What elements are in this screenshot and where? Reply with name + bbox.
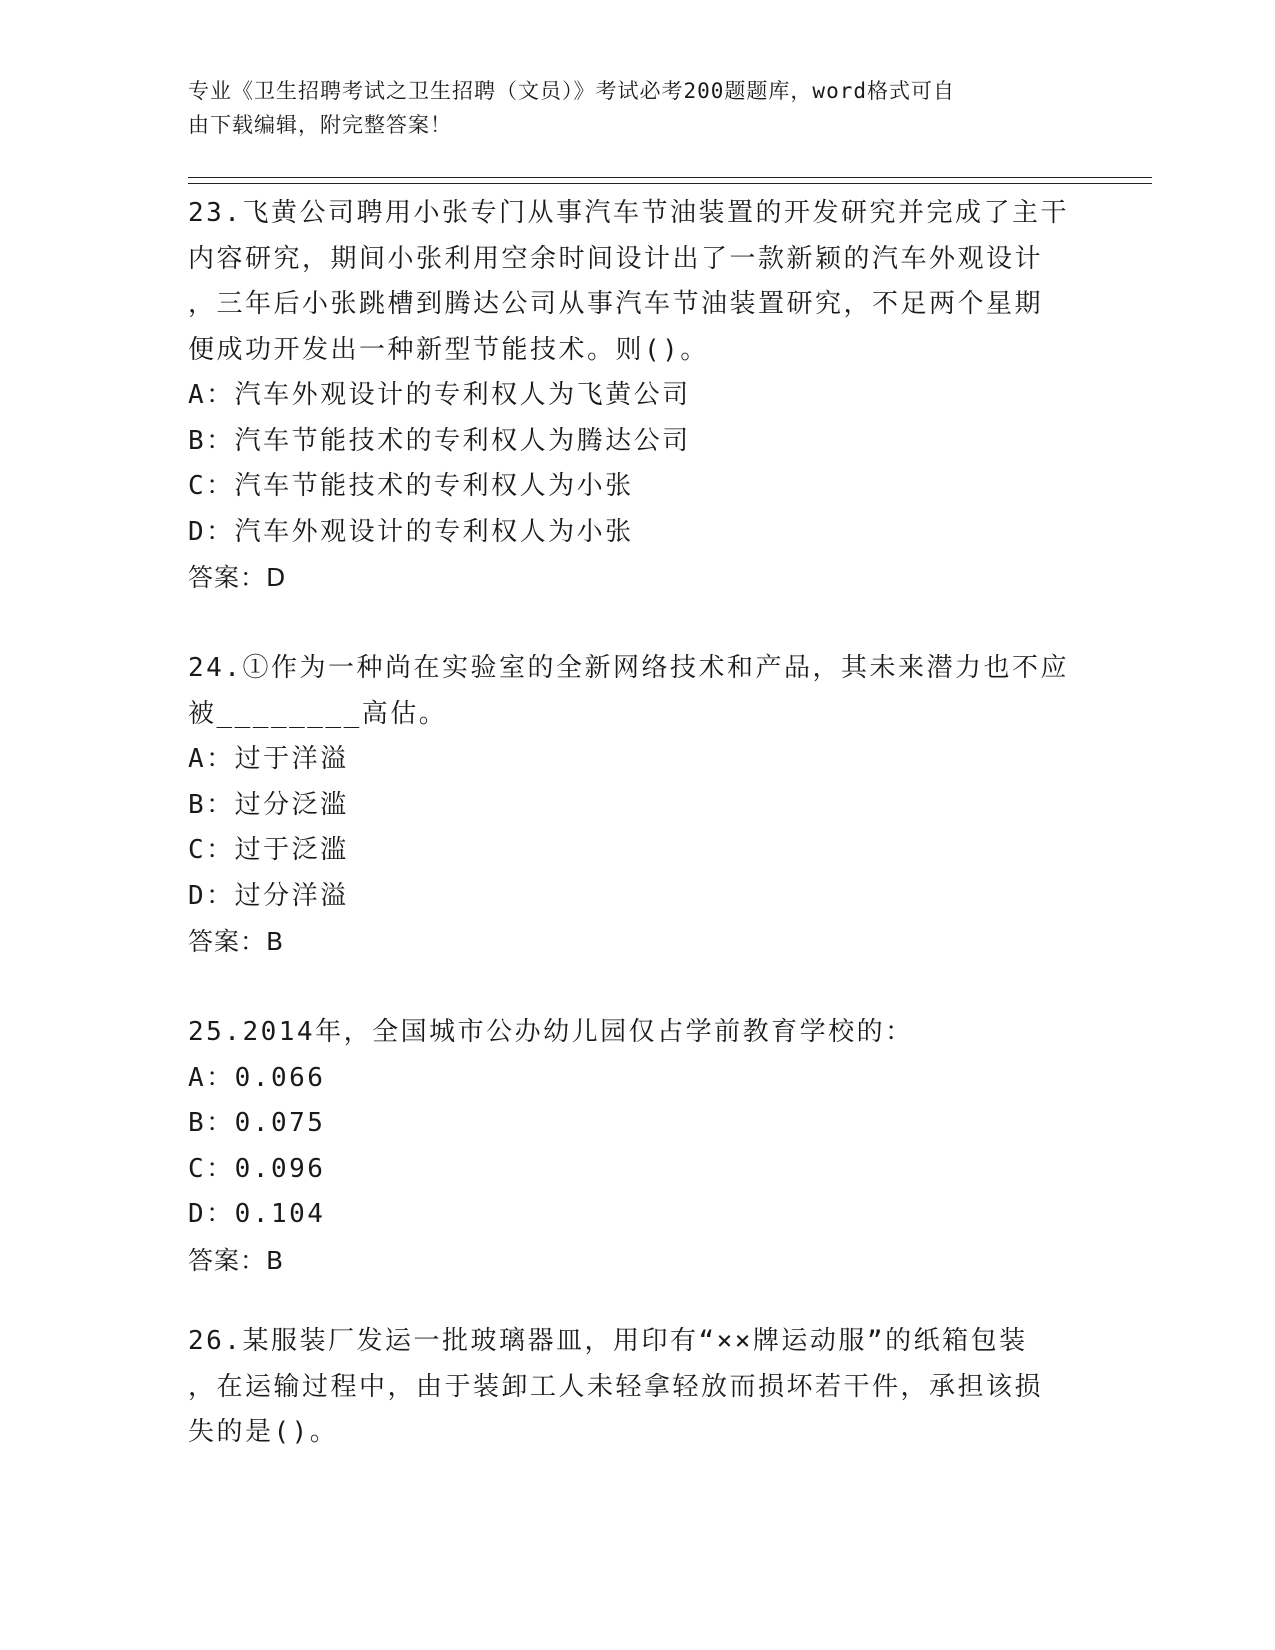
question-23 bbox=[188, 191, 1088, 601]
option-d: D：汽车外观设计的专利权人为小张 bbox=[188, 516, 634, 547]
option-d: D：0.104 bbox=[188, 1199, 326, 1229]
option-b: B：0.075 bbox=[188, 1108, 326, 1138]
option-c: C：0.096 bbox=[188, 1153, 326, 1184]
question-text-line: 失的是()。 bbox=[188, 1417, 339, 1447]
option-a: A：过于洋溢 bbox=[188, 744, 349, 774]
answer-line: 答案：B bbox=[188, 927, 285, 956]
question-text-line: 26.某服装厂发运一批玻璃器皿，用印有“××牌运动服”的纸箱包装 bbox=[188, 1326, 1028, 1356]
option-c: C：汽车节能技术的专利权人为小张 bbox=[188, 471, 634, 501]
question-text-line: 25.2014年，全国城市公办幼儿园仅占学前教育学校的： bbox=[188, 1017, 914, 1047]
document-header bbox=[188, 74, 1068, 142]
question-26 bbox=[188, 1319, 1088, 1456]
question-text-line: ，三年后小张跳槽到腾达公司从事汽车节油装置研究，不足两个星期 bbox=[188, 289, 1044, 319]
header-line-2: 由下载编辑，附完整答案！ bbox=[188, 113, 452, 137]
option-a: A：汽车外观设计的专利权人为飞黄公司 bbox=[188, 380, 691, 410]
question-text-line: ，在运输过程中，由于装卸工人未轻拿轻放而损坏若干件，承担该损 bbox=[188, 1371, 1044, 1402]
option-d: D：过分洋溢 bbox=[188, 880, 349, 911]
option-a: A：0.066 bbox=[188, 1062, 326, 1093]
answer-line: 答案：B bbox=[188, 1245, 285, 1275]
answer-line: 答案：D bbox=[188, 563, 287, 592]
option-c: C：过于泛滥 bbox=[188, 835, 349, 865]
question-text-line: 被________高估。 bbox=[188, 698, 448, 729]
header-rule-top bbox=[188, 177, 1152, 178]
header-line-1: 专业《卫生招聘考试之卫生招聘（文员）》考试必考200题题库，word格式可自 bbox=[188, 79, 955, 103]
header-rule-bottom bbox=[188, 183, 1152, 184]
option-b: B：过分泛滥 bbox=[188, 789, 349, 820]
option-b: B：汽车节能技术的专利权人为腾达公司 bbox=[188, 425, 691, 456]
question-24 bbox=[188, 646, 1088, 965]
question-25 bbox=[188, 1010, 1088, 1283]
question-text-line: 便成功开发出一种新型节能技术。则()。 bbox=[188, 334, 709, 365]
question-text-line: 24.①作为一种尚在实验室的全新网络技术和产品，其未来潜力也不应 bbox=[188, 653, 1069, 683]
question-text-line: 内容研究，期间小张利用空余时间设计出了一款新颖的汽车外观设计 bbox=[188, 243, 1044, 274]
question-text-line: 23.飞黄公司聘用小张专门从事汽车节油装置的开发研究并完成了主干 bbox=[188, 198, 1069, 228]
